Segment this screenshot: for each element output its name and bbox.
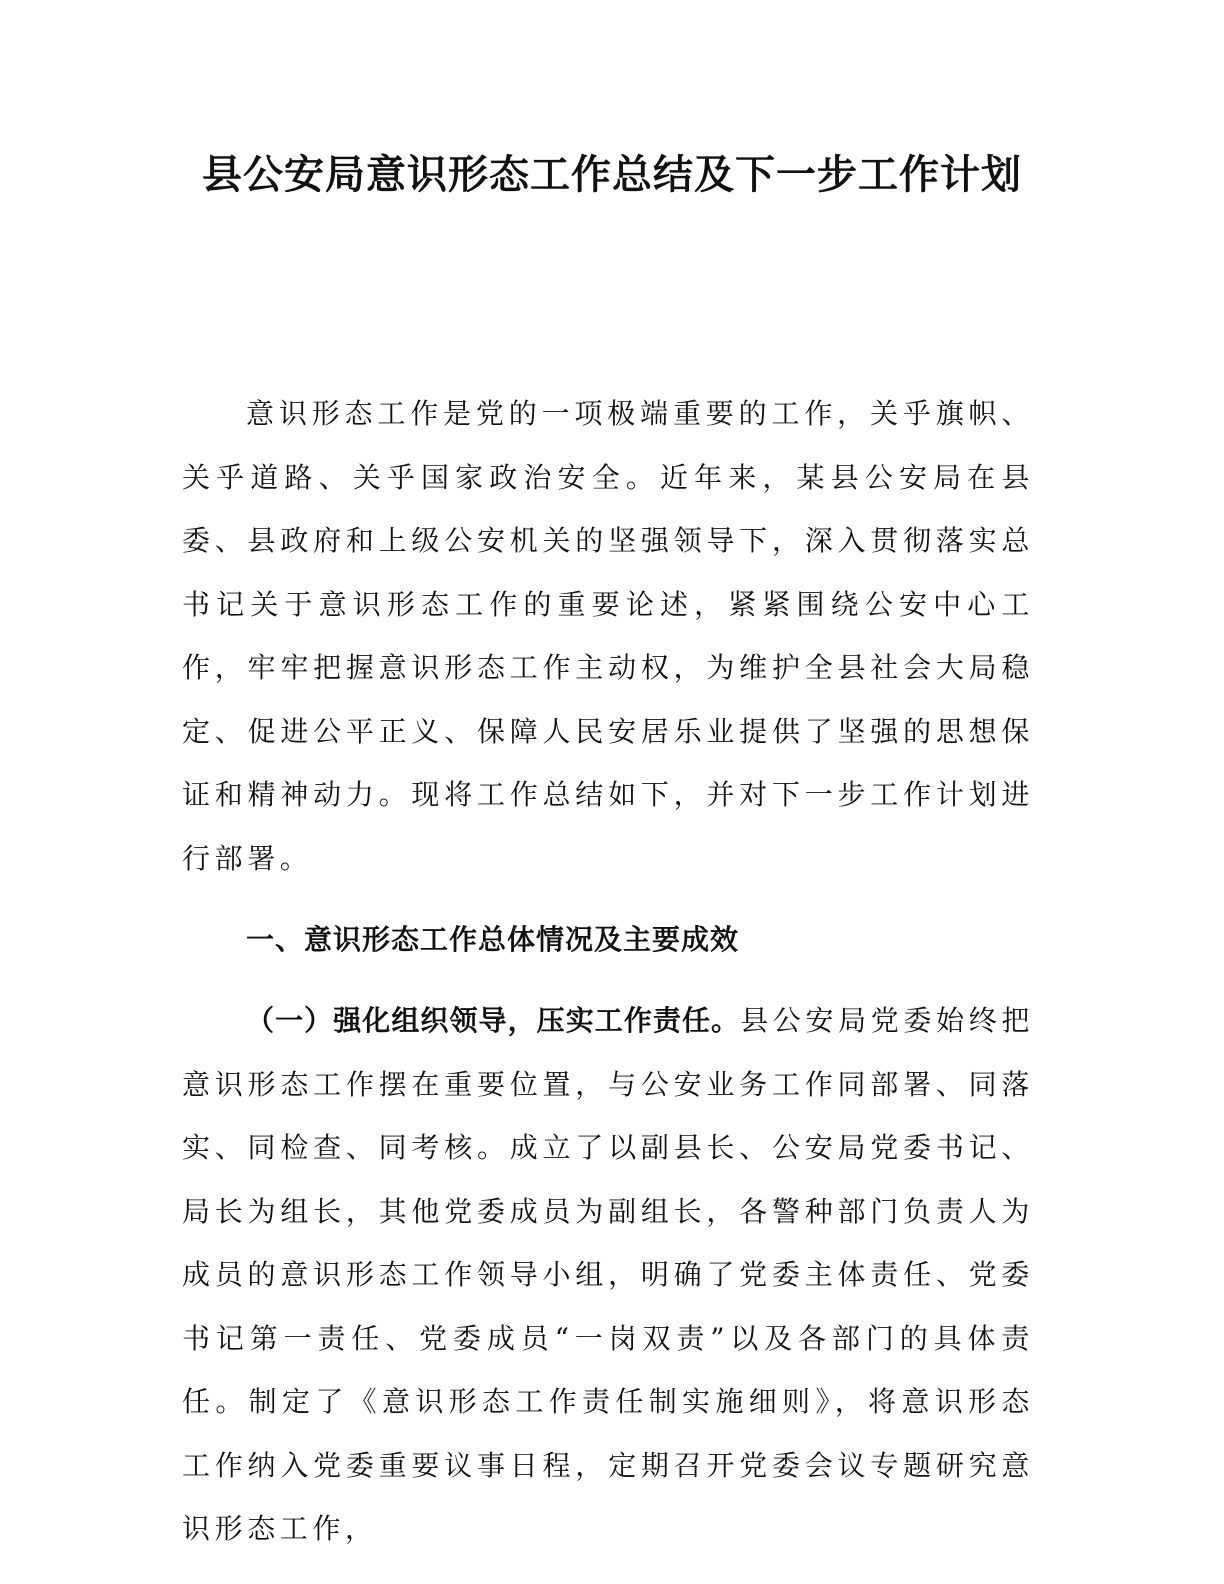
intro-paragraph: 意识形态工作是党的一项极端重要的工作，关乎旗帜、关乎道路、关乎国家政治安全。近年来，某县公安局在县委、县政府和上级公安机关的坚强领导下，深入贯彻落实总书记关于意识形态工作的重要论述，紧紧围绕公安中心工作，牢牢把握意识形态工作主动权，为维护全县社会大局稳定、促进公平正义、保障人民安居乐业提供了坚强的思想保证和精神动力。现将工作总结如下，并对下一步工作计划进行部署。 xyxy=(182,397,1034,875)
document-title: 县公安局意识形态工作总结及下一步工作计划 xyxy=(202,152,1022,198)
subsection-lead-1: （一）强化组织领导，压实工作责任。 xyxy=(246,1004,741,1037)
document-body xyxy=(182,382,1034,1561)
subsection-text-1: 县公安局党委始终把意识形态工作摆在重要位置，与公安业务工作同部署、同落实、同检查、同考核。成立了以副县长、公安局党委书记、局长为组长，其他党委成员为副组长，各警种部门负责人为成员的意识形态工作领导小组，明确了党委主体责任、党委书记第一责任、党委成员“一岗双责”以及各部门的具体责任。制定了《意识形态工作责任制实施细则》，将意识形态工作纳入党委重要议事日程，定期召开党委会议专题研究意识形态工作， xyxy=(182,1004,1034,1545)
subsection-paragraph-1 xyxy=(182,989,1034,1561)
section-heading-1: 一、意识形态工作总体情况及主要成效 xyxy=(246,923,740,956)
